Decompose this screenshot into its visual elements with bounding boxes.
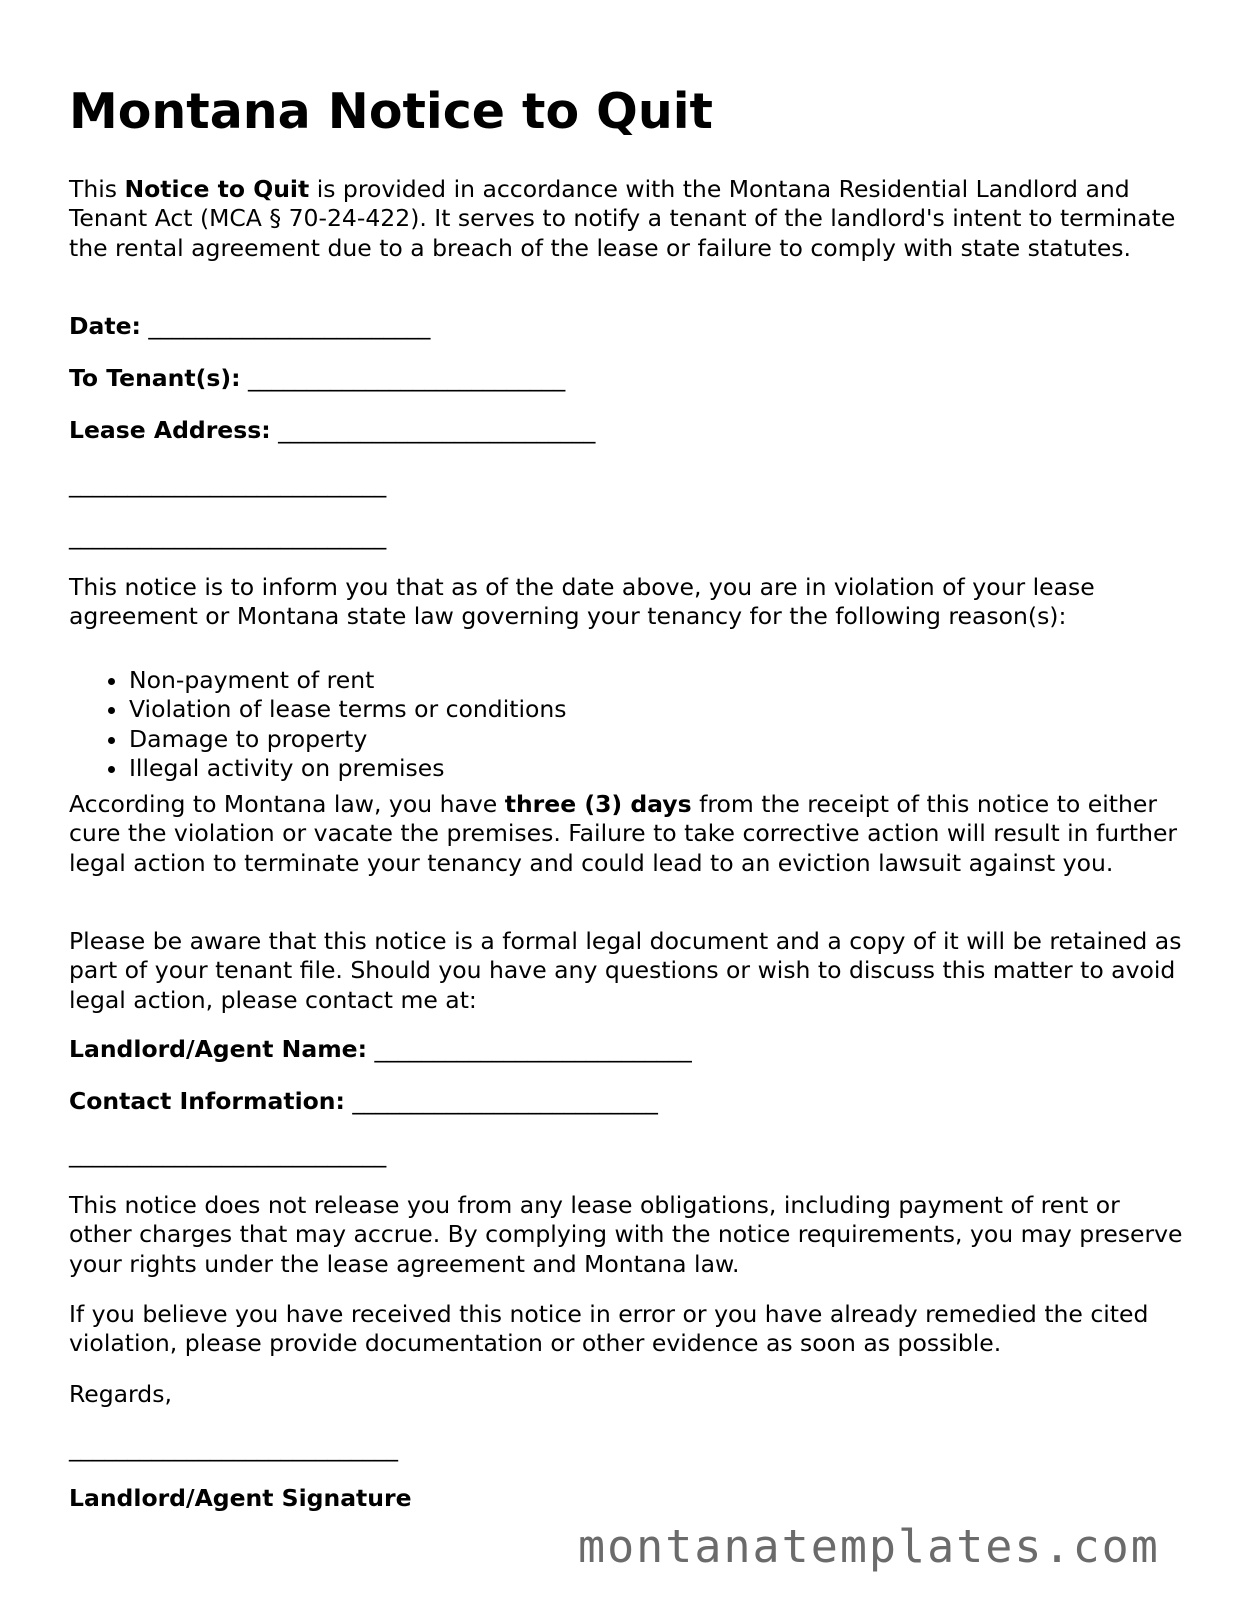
list-item: • Illegal activity on premises [129, 754, 567, 783]
intro-lead: This [69, 175, 125, 203]
law-bold: three (3) days [504, 790, 692, 818]
signature-label: Landlord/Agent Signature [69, 1484, 412, 1512]
law-rest: from the receipt of this notice to either cure the violation or vacate the premises. Failure to take corrective action will result in further legal action to terminate your tenancy and could lead to an eviction lawsuit against you. [69, 790, 1178, 877]
date-blank: ________________________ [148, 312, 431, 340]
address-blank-line-2: ___________________________ [69, 470, 387, 498]
address-label: Lease Address: [69, 416, 271, 444]
list-item: • Violation of lease terms or conditions [129, 695, 567, 724]
address-blank: ___________________________ [278, 416, 596, 444]
watermark-text: montanatemplates.com [578, 1520, 1160, 1573]
agent-name-blank: ___________________________ [374, 1035, 692, 1063]
address-blank-line-3: ___________________________ [69, 522, 387, 550]
address-field [69, 416, 595, 445]
tenant-field [69, 364, 565, 393]
date-field [69, 312, 430, 341]
intro-rest: is provided in accordance with the Montana Residential Landlord and Tenant Act (MCA § 70-24-422). It serves to notify a tenant of the landlord's intent to terminate the rental agreement due to a breach of the lease or failure to comply with state statutes. [69, 175, 1176, 262]
aware-paragraph: Please be aware that this notice is a formal legal document and a copy of it will be retained as part of your tenant file. Should you have any questions or wish to discuss this matter to avoid legal action, please contact me at: [69, 927, 1182, 1014]
reasons-list [69, 666, 567, 784]
notice-paragraph: This notice is to inform you that as of the date above, you are in violation of your lease agreement or Montana state law governing your tenancy for the following reason(s): [69, 573, 1095, 631]
contact-blank-line-2: ___________________________ [69, 1140, 387, 1168]
contact-info-label: Contact Information: [69, 1087, 345, 1115]
intro-paragraph [69, 175, 1189, 263]
signature-line: ____________________________ [69, 1434, 398, 1462]
contact-info-blank: __________________________ [352, 1087, 658, 1115]
tenant-blank: ___________________________ [247, 364, 566, 392]
tenant-label: To Tenant(s): [69, 364, 241, 392]
obligations-paragraph: This notice does not release you from any lease obligations, including payment of rent or other charges that may accrue. By complying with the notice requirements, you may preserve your rights under the lease agreement and Montana law. [69, 1191, 1183, 1278]
error-paragraph: If you believe you have received this notice in error or you have already remedied the cited violation, please provide documentation or other evidence as soon as possible. [69, 1300, 1149, 1358]
intro-bold: Notice to Quit [124, 175, 310, 203]
date-label: Date: [69, 312, 141, 340]
list-item: • Non-payment of rent [129, 666, 567, 695]
document-title: Montana Notice to Quit [69, 83, 713, 140]
law-paragraph [69, 790, 1189, 878]
agent-name-label: Landlord/Agent Name: [69, 1035, 368, 1063]
list-item: • Damage to property [129, 725, 567, 754]
agent-name-field [69, 1035, 692, 1064]
law-lead: According to Montana law, you have [69, 790, 505, 818]
closing-text: Regards, [69, 1380, 172, 1408]
contact-info-field [69, 1087, 658, 1116]
